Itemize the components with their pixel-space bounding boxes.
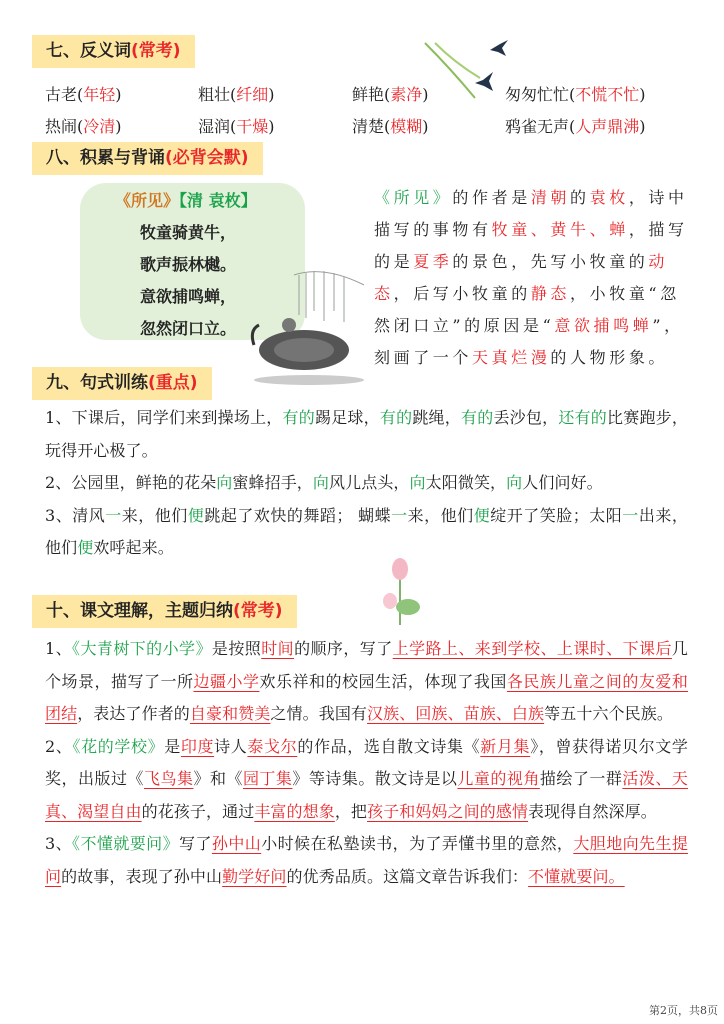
sentence-patterns xyxy=(45,402,688,565)
word: 鲜艳 xyxy=(352,85,385,104)
text-segment: 几个场景，描写了一所 xyxy=(45,639,689,691)
section-8-heading xyxy=(32,142,263,175)
page-number: 第2页，共8页 xyxy=(649,1004,718,1017)
highlight-segment: 向 xyxy=(312,473,330,492)
highlight-segment: 《不懂就要问》 xyxy=(72,834,180,853)
antonym-pair: 湿润(干燥) xyxy=(198,117,275,136)
text-segment: 踢足球， xyxy=(314,408,380,427)
highlight-segment: 泰戈尔 xyxy=(247,736,298,756)
word: 清楚 xyxy=(352,117,385,136)
text-segment: 小时候在私塾读书，为了弄懂书里的意然， xyxy=(261,834,574,853)
text-segment: 1、下课后，同学们来到操场上， xyxy=(45,408,283,427)
text-segment: 的人物形象。 xyxy=(550,348,669,367)
text-segment: 3、清风 xyxy=(45,505,106,525)
willow-swallow-illustration xyxy=(420,38,515,103)
highlight-segment: 有的 xyxy=(379,408,413,427)
highlight-segment: 儿童的视角 xyxy=(457,769,540,788)
antonym-pair: 鸦雀无声(人声鼎沸) xyxy=(505,117,646,136)
lotus-illustration xyxy=(378,555,423,627)
opposite-word: 年轻 xyxy=(83,85,116,104)
highlight-segment: 孩子和妈妈之间的感情 xyxy=(367,801,529,821)
text-segment: 描绘了一群 xyxy=(539,769,623,788)
highlight-segment: 自豪和赞美 xyxy=(189,704,271,723)
highlight-segment: 各民族儿童之间的友爱和团结 xyxy=(45,671,688,723)
text-segment: ，表达了作者的 xyxy=(77,704,190,723)
highlight-segment: 《大青树下的小学》 xyxy=(72,639,212,658)
highlight-segment: 一 xyxy=(622,505,639,525)
text-segment: 跳绳， xyxy=(412,408,461,427)
word: 热闹 xyxy=(45,117,78,136)
highlight-segment: 夏季 xyxy=(413,252,453,271)
text-segment: 1、 xyxy=(45,639,73,658)
herdboy-buffalo-illustration xyxy=(244,265,369,390)
highlight-segment: 便 xyxy=(473,505,491,525)
section-9-heading xyxy=(32,367,212,400)
heading-title: 七、反义词 xyxy=(46,41,131,61)
heading-tag: (常考) xyxy=(233,601,283,621)
text-segment: 的作品，选自散文诗集《 xyxy=(297,736,481,756)
opposite-word: 纤细 xyxy=(236,85,269,104)
numbered-item xyxy=(45,500,688,565)
word: 湿润 xyxy=(198,117,231,136)
text-segment: 的景色，先写小牧童的 xyxy=(452,252,649,271)
highlight-segment: 新月集 xyxy=(480,736,531,756)
highlight-segment: 一 xyxy=(105,505,122,525)
word: 匆匆忙忙 xyxy=(505,85,570,104)
text-segment: 风儿点头， xyxy=(329,473,410,492)
poem-line: 牧童骑黄牛， xyxy=(140,223,237,242)
text-segment: 写了 xyxy=(179,834,212,853)
text-segment: 比赛跑步，玩得开心极了。 xyxy=(45,408,688,460)
text-segment: 跳起了欢快的舞蹈； 蝴蝶 xyxy=(204,505,392,525)
poem-line: 忽然闭口立。 xyxy=(140,319,237,338)
highlight-segment: 丰富的想象 xyxy=(254,801,335,821)
opposite-word: 模糊 xyxy=(390,117,423,136)
text-segment: 的顺序，写了 xyxy=(294,639,393,658)
text-segment: 等五十六个民族。 xyxy=(544,704,673,723)
heading-title: 九、句式训练 xyxy=(46,373,148,393)
text-summaries xyxy=(45,633,688,893)
text-segment: 》，曾获得诺贝尔文学奖，出版过《 xyxy=(45,736,688,788)
section-7-heading xyxy=(32,35,195,68)
highlight-segment: 袁枚 xyxy=(589,188,629,207)
highlight-segment: 有的 xyxy=(282,408,315,427)
highlight-segment: 印度 xyxy=(180,736,215,756)
text-segment: 之情。我国有 xyxy=(270,704,368,723)
opposite-word: 干燥 xyxy=(236,117,269,136)
text-segment: 太阳微笑， xyxy=(425,473,507,492)
highlight-segment: 不懂就要问。 xyxy=(528,866,625,886)
poem-line: 意欲捕鸣蝉， xyxy=(140,287,237,306)
poem-title xyxy=(115,188,257,211)
numbered-item xyxy=(45,731,688,829)
heading-title: 八、积累与背诵 xyxy=(46,148,165,168)
highlight-segment: 园丁集 xyxy=(242,769,293,788)
text-segment: 2、 xyxy=(45,736,73,756)
text-segment: 2、公园里，鲜艳的花朵 xyxy=(45,473,217,492)
antonym-pair: 匆匆忙忙(不慌不忙) xyxy=(505,85,646,104)
highlight-segment: 勤学好问 xyxy=(222,866,287,886)
poem-author: 【清 袁枚】 xyxy=(179,191,257,210)
highlight-segment: 静态 xyxy=(530,284,571,303)
text-segment: 的优秀品质。这篇文章告诉我们： xyxy=(286,866,529,886)
numbered-item xyxy=(45,402,688,467)
highlight-segment: 飞鸟集 xyxy=(143,769,194,788)
numbered-item xyxy=(45,828,688,893)
highlight-segment: 活泼、天真、渴望自由 xyxy=(45,769,688,821)
heading-tag: (常考) xyxy=(131,41,181,61)
text-segment: ，小牧童“忽然闭口立”的原因是“ xyxy=(374,284,680,335)
text-segment: 人们问好。 xyxy=(522,473,603,492)
antonym-pair: 清楚(模糊) xyxy=(352,117,429,136)
highlight-segment: 意欲捕鸣蝉 xyxy=(554,316,653,335)
text-segment: 蜜蜂招手， xyxy=(232,473,313,492)
text-segment: 绽开了笑脸；太阳 xyxy=(490,505,623,525)
text-segment: ，描写的是 xyxy=(374,220,688,271)
numbered-item xyxy=(45,467,688,500)
text-segment: 的花孩子，通过 xyxy=(141,801,255,821)
section-10-heading xyxy=(32,595,297,628)
poem-line: 歌声振林樾。 xyxy=(140,255,237,274)
text-segment: 出来，他们 xyxy=(45,505,688,557)
word: 粗壮 xyxy=(198,85,231,104)
text-segment: 是按照 xyxy=(211,639,262,658)
numbered-item xyxy=(45,633,688,731)
text-segment: 欢呼起来。 xyxy=(93,538,174,557)
text-segment: ，后写小牧童的 xyxy=(393,284,531,303)
text-segment: 诗人 xyxy=(214,736,248,756)
highlight-segment: 一 xyxy=(391,505,408,525)
highlight-segment: 动态 xyxy=(374,252,669,303)
opposite-word: 人声鼎沸 xyxy=(575,117,640,136)
highlight-segment: 向 xyxy=(506,473,523,492)
text-segment: 的故事，表现了孙中山 xyxy=(61,866,223,886)
highlight-segment: 天真烂漫 xyxy=(472,348,551,367)
antonym-pair: 热闹(冷清) xyxy=(45,117,122,136)
word: 古老 xyxy=(45,85,78,104)
text-segment: 是 xyxy=(164,736,181,756)
highlight-segment: 孙中山 xyxy=(211,834,262,853)
highlight-segment: 大胆地向先生提问 xyxy=(45,834,689,886)
antonym-pair: 粗壮(纤细) xyxy=(198,85,275,104)
highlight-segment: 便 xyxy=(77,538,94,557)
text-segment: ，诗中描写的事物有 xyxy=(374,188,688,239)
heading-tag: (必背会默) xyxy=(165,148,249,168)
text-segment: 丢沙包， xyxy=(493,408,559,427)
opposite-word: 不慌不忙 xyxy=(575,85,640,104)
highlight-segment: 《所见》 xyxy=(374,188,453,207)
highlight-segment: 向 xyxy=(409,473,426,492)
highlight-segment: 有的 xyxy=(460,408,494,427)
word: 鸦雀无声 xyxy=(505,117,570,136)
highlight-segment: 上学路上、来到学校、上课时、下课后 xyxy=(392,639,672,658)
antonym-pair: 鲜艳(素净) xyxy=(352,85,429,104)
opposite-word: 素净 xyxy=(390,85,423,104)
highlight-segment: 时间 xyxy=(261,639,295,658)
opposite-word: 冷清 xyxy=(83,117,116,136)
poem-name: 《所见》 xyxy=(115,191,180,210)
text-segment: ”，刻画了一个 xyxy=(374,316,684,367)
text-segment: ，把 xyxy=(334,801,368,821)
text-segment: 来，他们 xyxy=(121,505,188,525)
poem-analysis xyxy=(374,182,692,374)
text-segment: 》和《 xyxy=(193,769,243,788)
heading-tag: (重点) xyxy=(148,373,198,393)
text-segment: 欢乐祥和的校园生活，体现了我国 xyxy=(259,671,507,691)
text-segment: 来，他们 xyxy=(407,505,474,525)
highlight-segment: 清朝 xyxy=(530,188,571,207)
heading-title: 十、课文理解，主题归纳 xyxy=(46,601,233,621)
highlight-segment: 汉族、回族、苗族、白族 xyxy=(367,704,545,723)
highlight-segment: 《花的学校》 xyxy=(72,736,165,756)
highlight-segment: 便 xyxy=(187,505,205,525)
antonym-pair: 古老(年轻) xyxy=(45,85,122,104)
highlight-segment: 牧童、黄牛、蝉 xyxy=(491,220,629,239)
text-segment: 表现得自然深厚。 xyxy=(528,801,657,821)
text-segment: 的 xyxy=(570,188,590,207)
text-segment: 》等诗集。散文诗是以 xyxy=(292,769,458,788)
highlight-segment: 边疆小学 xyxy=(193,671,260,691)
text-segment: 的作者是 xyxy=(452,188,531,207)
text-segment: 3、 xyxy=(45,834,73,853)
highlight-segment: 向 xyxy=(216,473,233,492)
highlight-segment: 还有的 xyxy=(558,408,607,427)
